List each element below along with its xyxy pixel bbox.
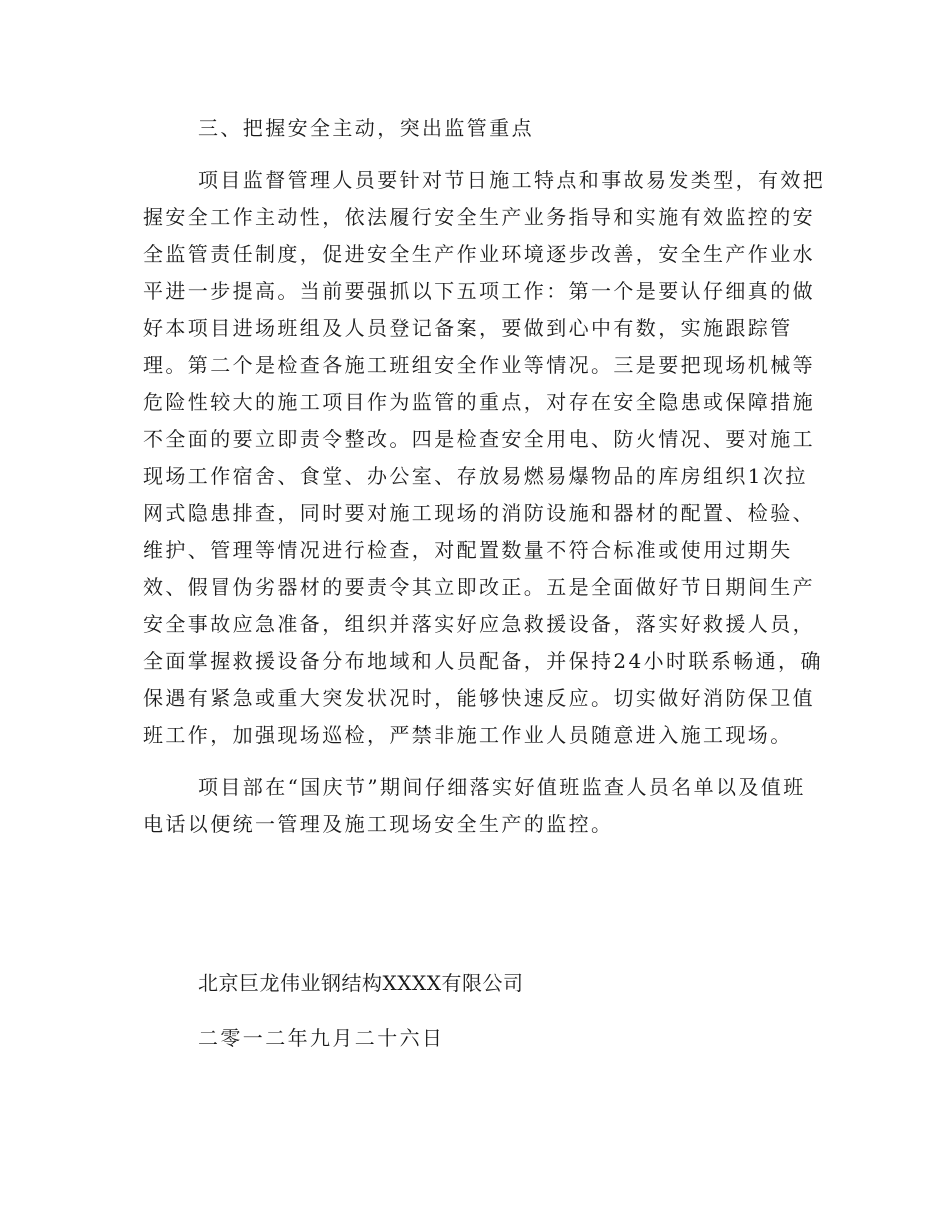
paragraph-line: 全监管责任制度，促进安全生产作业环境逐步改善，安全生产作业水 — [143, 242, 815, 266]
section-heading: 三、把握安全主动，突出监管重点 — [198, 116, 534, 140]
paragraph-line: 班工作，加强现场巡检，严禁非施工作业人员随意进入施工现场。 — [143, 723, 793, 747]
paragraph-line: 不全面的要立即责令整改。四是检查安全用电、防火情况、要对施工 — [143, 427, 815, 451]
paragraph-line: 电话以便统一管理及施工现场安全生产的监控。 — [143, 812, 614, 836]
paragraph-line: 安全事故应急准备，组织并落实好应急救援设备，落实好救援人员， — [143, 612, 815, 636]
paragraph-line: 握安全工作主动性，依法履行安全生产业务指导和实施有效监控的安 — [143, 205, 815, 229]
company-name: 北京巨龙伟业钢结构XXXX有限公司 — [198, 971, 524, 995]
paragraph-line: 现场工作宿舍、食堂、办公室、存放易燃易爆物品的库房组织1次拉 — [143, 464, 808, 488]
paragraph-line: 项目监督管理人员要针对节日施工特点和事故易发类型，有效把 — [198, 168, 826, 192]
paragraph-line: 效、假冒伪劣器材的要责令其立即改正。五是全面做好节日期间生产 — [143, 575, 815, 599]
signature-date: 二零一二年九月二十六日 — [198, 1026, 445, 1050]
paragraph-line: 平进一步提高。当前要强抓以下五项工作：第一个是要认仔细真的做 — [143, 279, 815, 303]
paragraph-line: 项目部在“国庆节”期间仔细落实好值班监查人员名单以及值班 — [198, 775, 806, 799]
paragraph-line: 网式隐患排查，同时要对施工现场的消防设施和器材的配置、检验、 — [143, 501, 815, 525]
paragraph-line: 好本项目进场班组及人员登记备案，要做到心中有数，实施跟踪管 — [143, 316, 793, 340]
paragraph-line: 理。第二个是检查各施工班组安全作业等情况。三是要把现场机械等 — [143, 353, 815, 377]
paragraph-line: 维护、管理等情况进行检查，对配置数量不符合标准或使用过期失 — [143, 538, 793, 562]
paragraph-line: 保遇有紧急或重大突发状况时，能够快速反应。切实做好消防保卫值 — [143, 686, 815, 710]
paragraph-line: 全面掌握救援设备分布地域和人员配备，并保持24小时联系畅通，确 — [143, 649, 823, 673]
paragraph-line: 危险性较大的施工项目作为监管的重点，对存在安全隐患或保障措施 — [143, 390, 815, 414]
